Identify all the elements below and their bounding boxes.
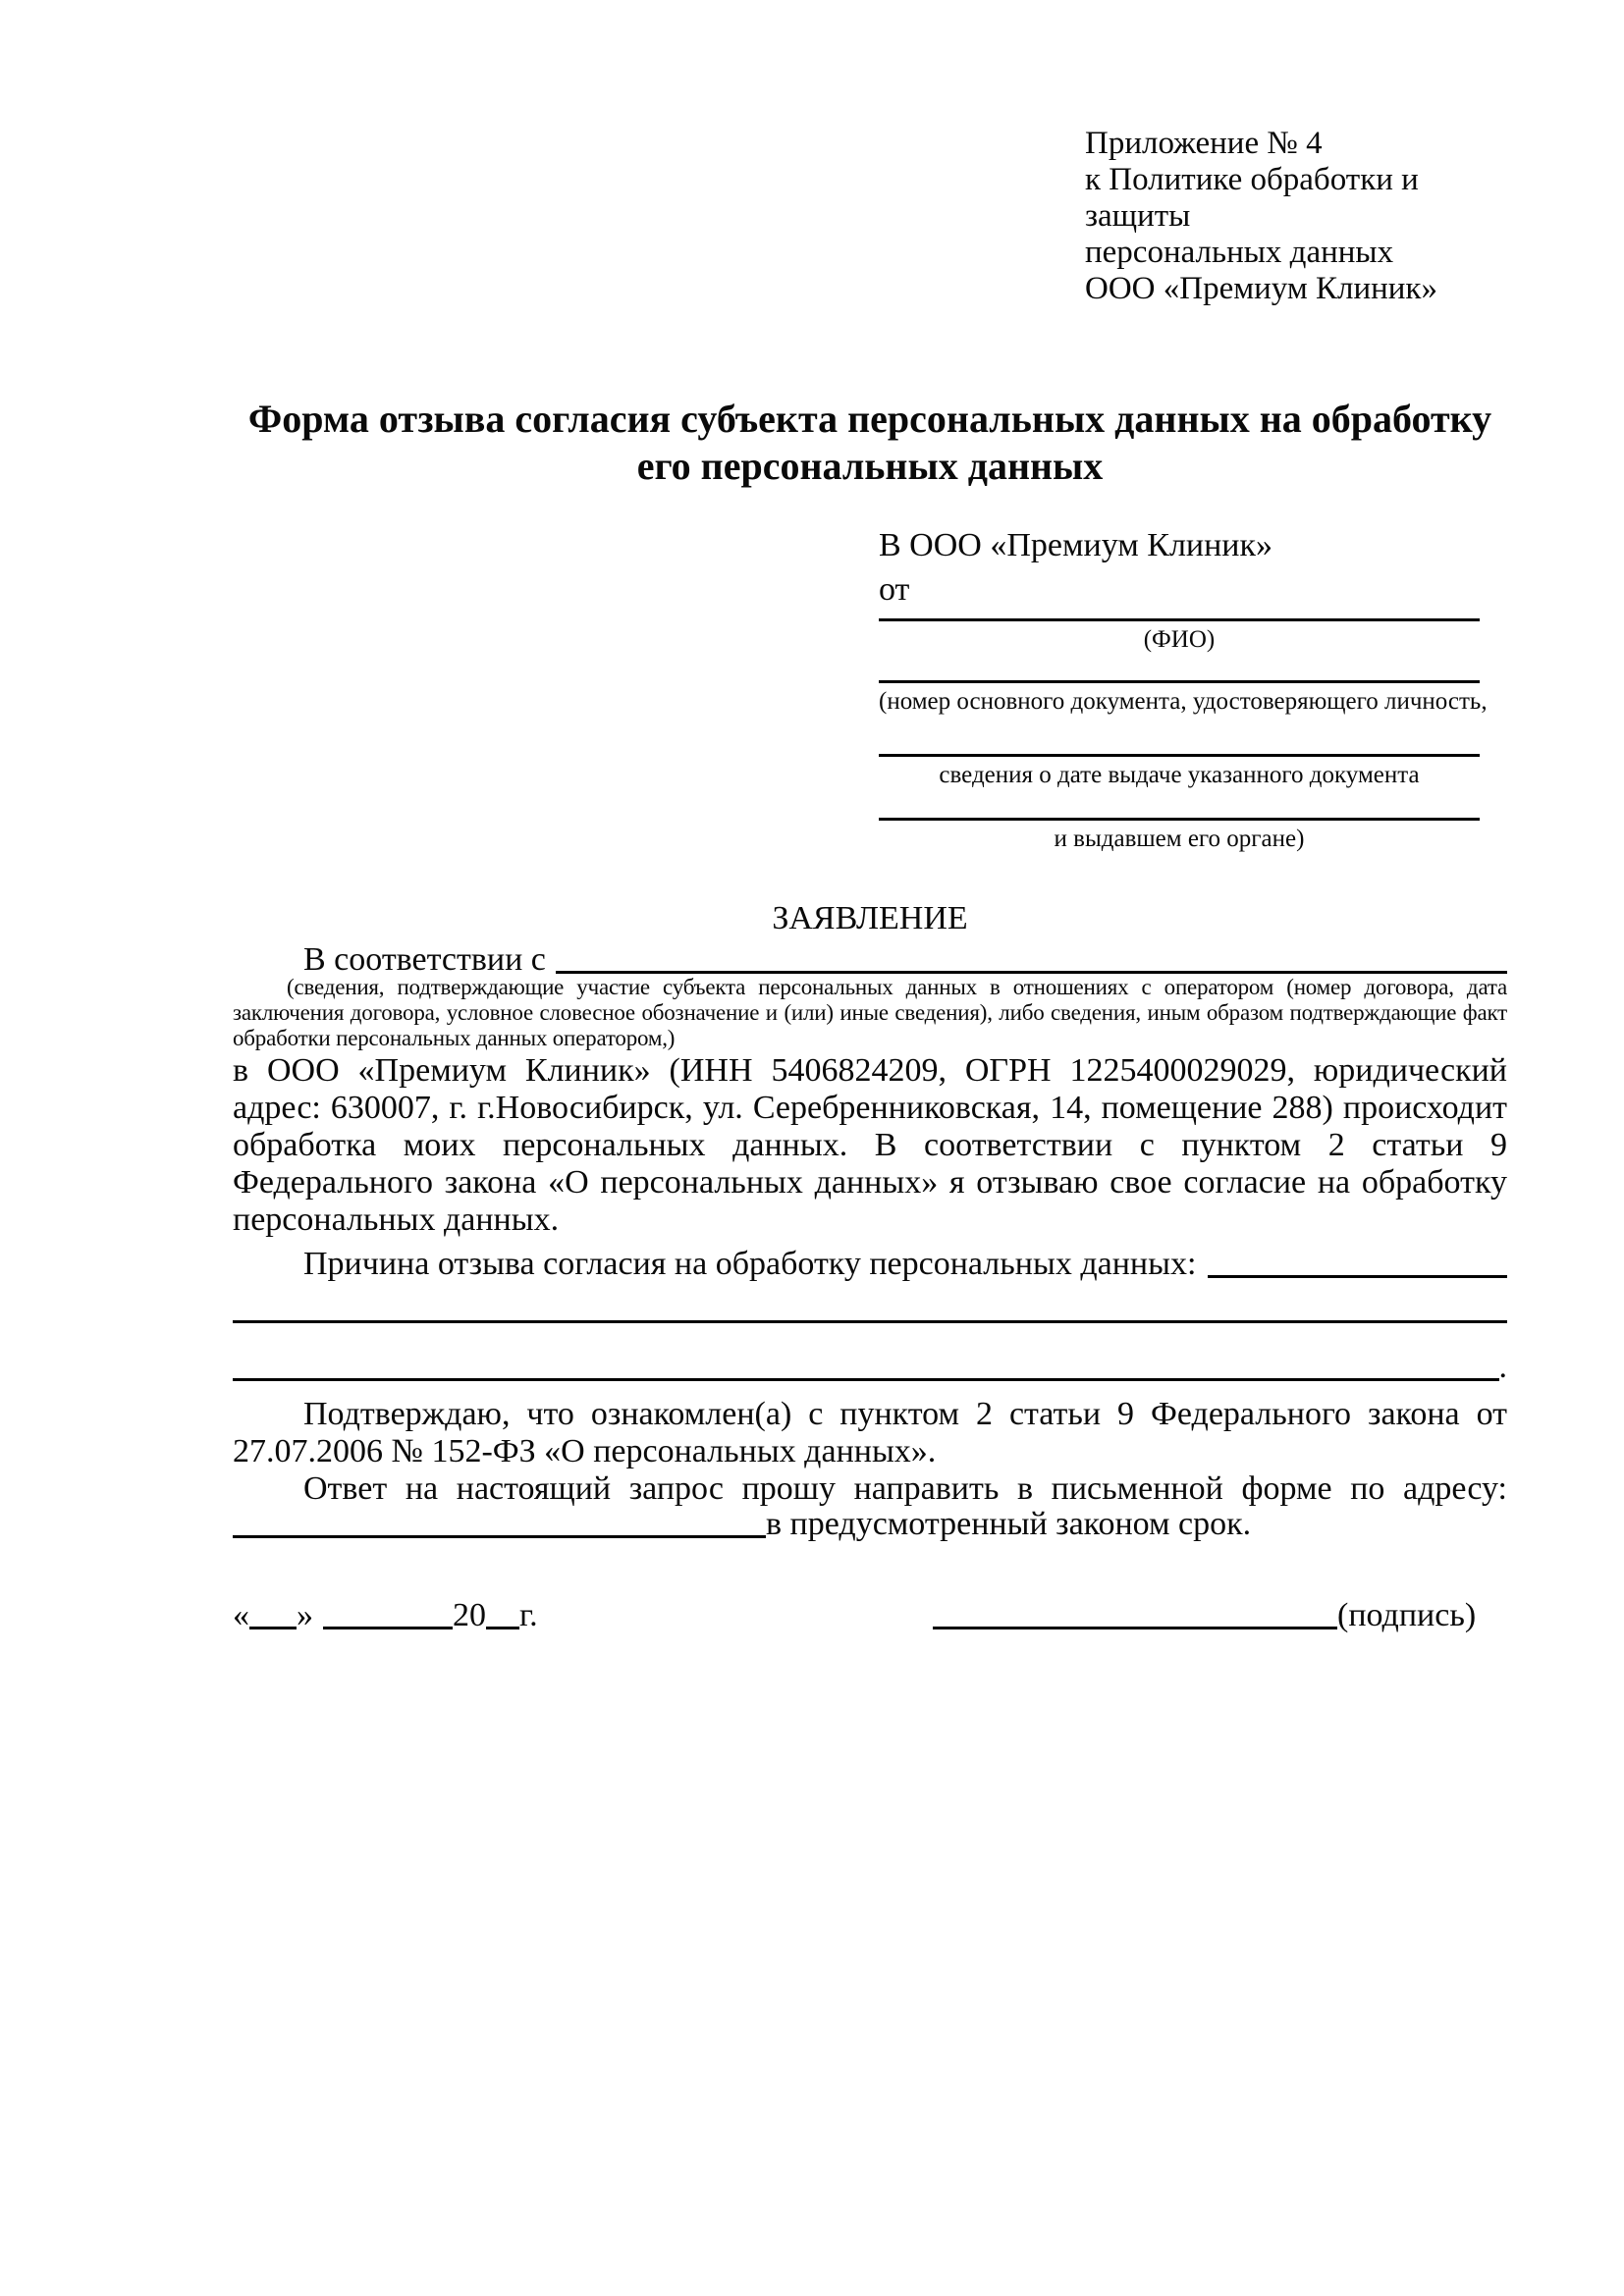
appendix-header-line: ООО «Премиум Клиник» [1085, 271, 1437, 306]
reason-line-3 [233, 1347, 1507, 1387]
addressee-from-label: от [879, 571, 910, 608]
document-issue-date-input-line[interactable] [879, 754, 1480, 757]
reply-tail: в предусмотренный законом срок. [766, 1506, 1252, 1542]
addressee-to: В ООО «Премиум Клиник» [879, 527, 1273, 563]
signature-line [933, 1595, 1476, 1635]
reason-input-line-3[interactable] [233, 1378, 1499, 1381]
issuing-authority-input-line[interactable] [879, 818, 1480, 821]
reason-input-line[interactable] [1208, 1275, 1507, 1278]
fio-caption: (ФИО) [1143, 626, 1216, 653]
document-title-line2: его персональных данных [636, 444, 1104, 488]
reason-label: Причина отзыва согласия на обработку персональных данных: [303, 1246, 1197, 1282]
year-suffix: г. [519, 1597, 538, 1633]
trailing-period: . [1498, 1349, 1507, 1385]
date-line [233, 1595, 538, 1635]
month-input-line[interactable] [323, 1627, 453, 1629]
appendix-header [1085, 126, 1517, 307]
date-open-quote: « [233, 1597, 249, 1633]
body-paragraph: в ООО «Премиум Клиник» (ИНН 5406824209, ОГРН 1225400029029, юридический адрес: 630007, г. г.Новосибирск, ул. Серебренниковская, 14, помещение 288) происходит обработка моих персональных данных. В соответствии с пунктом 2 статьи 9 Федерального закона «О персональных данных» я отзываю свое согласие на обработку персональных данных. [233, 1052, 1507, 1238]
intro-label: В соответствии с [303, 941, 546, 978]
reply-address-line [233, 1504, 1507, 1544]
appendix-header-line: Приложение № 4 [1085, 126, 1323, 161]
signature-caption: (подпись) [1337, 1597, 1477, 1633]
address-input-line[interactable] [233, 1535, 766, 1538]
date-close-quote: » [297, 1597, 313, 1633]
document-number-input-line[interactable] [879, 680, 1480, 683]
reason-input-line-2[interactable] [233, 1320, 1507, 1323]
fine-print: (сведения, подтверждающие участие субъекта персональных данных в отношениях с оператором (номер договора, дата заключения договора, условное словесное обозначение и (или) иные сведения), либо сведения, иным образом подтверждающие факт обработки персональных данных оператором,) [233, 975, 1507, 1050]
appendix-header-line: к Политике обработки и защиты [1085, 162, 1419, 234]
signature-input-line[interactable] [933, 1627, 1337, 1629]
reason-line [233, 1244, 1507, 1284]
basis-input-line[interactable] [556, 971, 1507, 974]
year-input-line[interactable] [486, 1627, 519, 1629]
intro-line [233, 939, 1507, 980]
statement-heading: ЗАЯВЛЕНИЕ [772, 900, 968, 936]
confirmation-paragraph: Подтверждаю, что ознакомлен(а) с пунктом 2 статьи 9 Федерального закона от 27.07.2006 № 152-ФЗ «О персональных данных». [233, 1396, 1507, 1469]
issuing-authority-caption: и выдавшем его органе) [1054, 826, 1305, 852]
reply-request-line: Ответ на настоящий запрос прошу направить в письменной форме по адресу: [303, 1470, 1507, 1507]
document-title-line1: Форма отзыва согласия субъекта персональных данных на обработку [247, 397, 1492, 441]
document-number-caption: (номер основного документа, удостоверяющего личность, [879, 688, 1488, 715]
appendix-header-line: персональных данных [1085, 235, 1394, 270]
year-prefix: 20 [453, 1597, 486, 1633]
day-input-line[interactable] [249, 1627, 297, 1629]
document-issue-date-caption: сведения о дате выдаче указанного документа [939, 762, 1420, 788]
document-title [233, 396, 1507, 490]
fio-input-line[interactable] [879, 618, 1480, 621]
